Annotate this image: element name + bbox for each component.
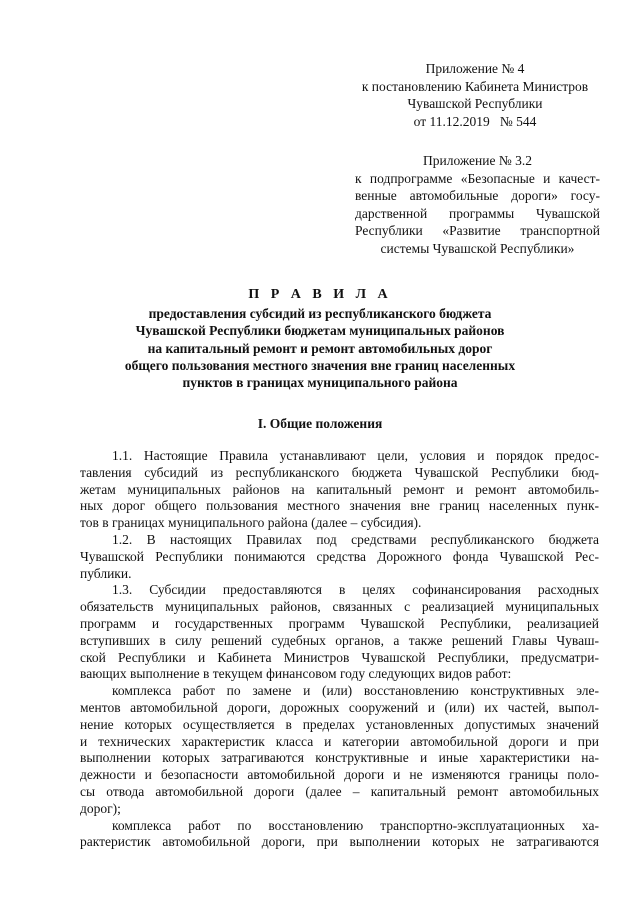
title-line: Чувашской Республики бюджетам муниципальных районов — [135, 323, 505, 339]
body-line: вающих выполнение в текущем финансовом году следующих видов работ: — [80, 666, 512, 682]
appendix-sub-block — [355, 152, 600, 257]
appendix-main-line-1: Приложение № 4 — [425, 61, 525, 76]
appendix-sub-line-1: Приложение № 3.2 — [423, 153, 532, 168]
document-title — [40, 286, 600, 391]
body-line: публики. — [80, 565, 132, 581]
body-line: дежности и безопасности автомобильной дороги и не изменяются границы поло- — [80, 767, 599, 783]
body-line: 1.2. В настоящих Правилах под средствами республиканского бюджета — [112, 531, 599, 547]
body-line: тавления субсидий из республиканского бюджета Чувашской Республики бюд- — [80, 464, 599, 480]
title-line: на капитальный ремонт и ремонт автомобильных дорог — [147, 340, 493, 356]
title-line: предоставления субсидий из республиканского бюджета — [148, 306, 492, 322]
body-line: выполнении которых затрагиваются конструктивные и иные характеристики на- — [80, 750, 599, 766]
body-line: тов в границах муниципального района (далее – субсидия). — [80, 515, 422, 531]
body-line: 1.3. Субсидии предоставляются в целях софинансирования расходных — [112, 582, 599, 598]
appendix-sub-line-4: дарственной программы Чувашской — [355, 205, 600, 221]
appendix-main-block — [335, 60, 615, 130]
section-heading: I. Общие положения — [257, 416, 383, 431]
appendix-sub-line-3: венные автомобильные дороги» госу- — [355, 188, 600, 203]
appendix-main-line-4: от 11.12.2019 № 544 — [413, 113, 537, 129]
body-line: ных дорог общего пользования местного значения вне границ населенных пунк- — [80, 498, 599, 514]
body-line: ментов автомобильной дороги, дорожных сооружений и (или) их частей, выпол- — [80, 699, 599, 715]
body-line: жетам муниципальных районов на капитальный ремонт и ремонт автомобиль- — [80, 481, 599, 497]
body-line: и технических характеристик класса и категории автомобильной дороги и при — [80, 733, 599, 749]
body-line: дорог); — [80, 800, 121, 816]
title-heading: П Р А В И Л А — [248, 287, 392, 302]
appendix-sub-line-5: Республики «Развитие транспортной — [355, 223, 600, 238]
body-line: обязательств муниципальных районов, связанных с реализацией муниципальных — [80, 599, 599, 615]
body-line: программ и государственных программ Чувашской Республики, реализацией — [80, 615, 599, 631]
appendix-main-line-3: Чувашской Республики — [407, 96, 543, 111]
body-line: нение которых осуществляется в пределах установленных допустимых значений — [80, 716, 599, 732]
body-line: рактеристик автомобильной дороги, при выполнении которых не затрагиваются — [80, 834, 599, 850]
appendix-main-line-2: к постановлению Кабинета Министров — [361, 78, 589, 94]
appendix-sub-line-6: системы Чувашской Республики» — [380, 240, 575, 256]
body-line: сы отвода автомобильной дороги (далее – капитальный ремонт автомобильных — [80, 783, 599, 799]
body-text — [80, 448, 599, 851]
body-line: комплекса работ по восстановлению транспортно-эксплуатационных ха- — [112, 817, 599, 833]
body-line: ской Республики и Кабинета Министров Чувашской Республики, предусматри- — [80, 649, 599, 665]
body-line: комплекса работ по замене и (или) восстановлению конструктивных эле- — [112, 683, 599, 699]
body-line: Чувашской Республики понимаются средства Дорожного фонда Чувашской Рес- — [80, 548, 599, 564]
title-line: пунктов в границах муниципального района — [182, 375, 458, 391]
body-line: 1.1. Настоящие Правила устанавливают цели, условия и порядок предос- — [112, 448, 599, 463]
title-line: общего пользования местного значения вне границ населенных — [124, 357, 516, 373]
appendix-sub-line-2: к подпрограмме «Безопасные и качест- — [355, 170, 600, 186]
body-line: вступивших в силу решений судебных органов, а также решений Главы Чуваш- — [80, 632, 599, 648]
